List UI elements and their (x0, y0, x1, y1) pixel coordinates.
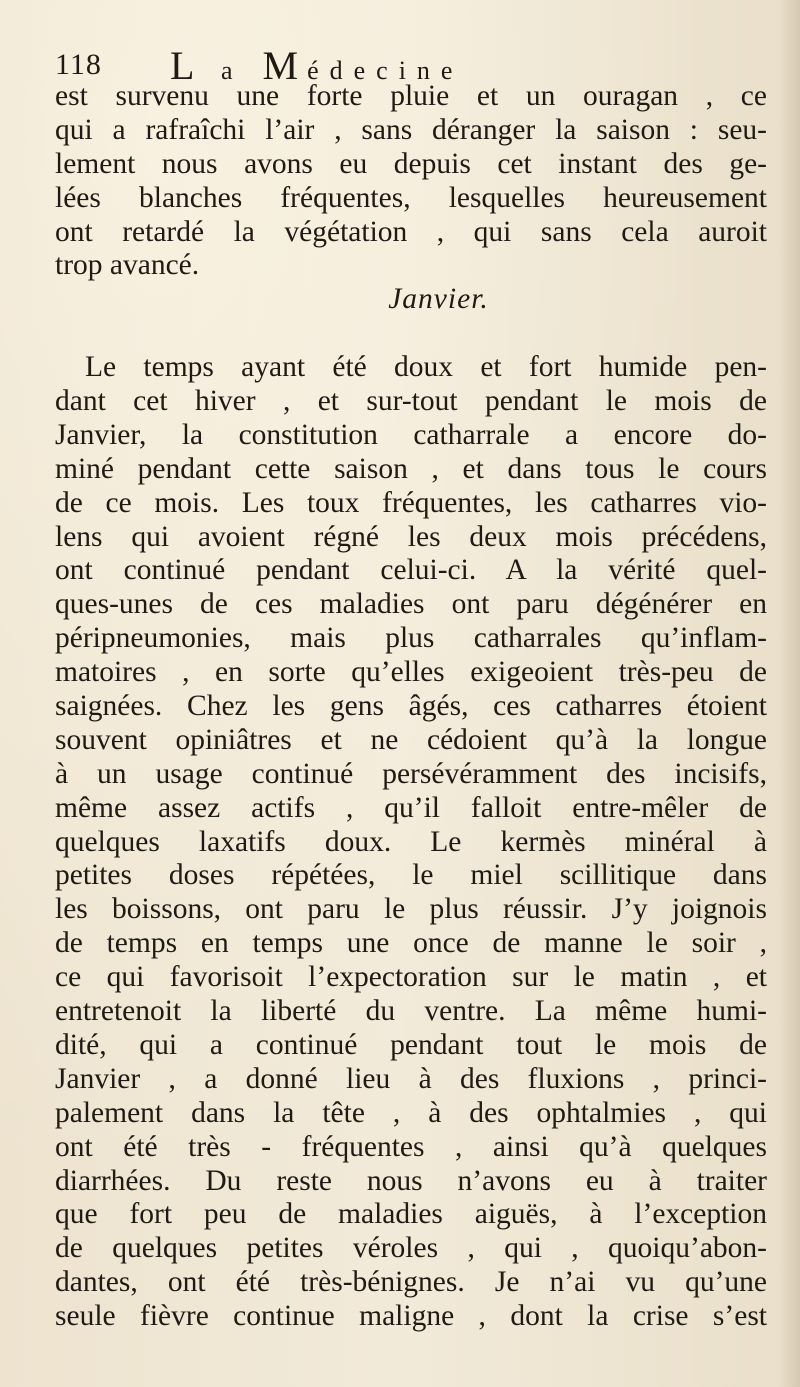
text-line: ques-unes de ces maladies ont paru dégénérer en (55, 588, 767, 621)
text-line: entretenoit la liberté du ventre. La même humi- (55, 995, 767, 1028)
text-line: Le temps ayant été doux et fort humide pen- (85, 351, 767, 384)
page-number: 118 (55, 48, 102, 81)
text-line: est survenu une forte pluie et un ouragan , ce (55, 80, 767, 112)
body-text (55, 80, 767, 1334)
page-edge-shadow (778, 0, 800, 1387)
text-line: quelques laxatifs doux. Le kermès minéral à (55, 825, 767, 858)
text-line: trop avancé. (55, 249, 200, 282)
text-line: à un usage continué persévéramment des incisifs, (55, 757, 767, 790)
text-line: dant cet hiver , et sur-tout pendant le mois de (55, 385, 767, 418)
text-line: lées blanches fréquentes, lesquelles heureusement (55, 181, 767, 214)
running-title-rest: édecine (307, 56, 464, 85)
text-line: petites doses répétées, le miel scillitique dans (55, 859, 767, 892)
text-line: matoires , en sorte qu’elles exigeoient très-peu de (55, 656, 767, 689)
text-line: de temps en temps une once de manne le soir , (55, 927, 767, 960)
text-line: même assez actifs , qu’il falloit entre-mêler de (55, 791, 767, 824)
text-line: Janvier , a donné lieu à des fluxions , princi- (55, 1062, 767, 1095)
text-line: les boissons, ont paru le plus réussir. J’y joignois (55, 893, 767, 926)
running-title-article: a (220, 56, 244, 85)
text-line: ce qui favorisoit l’expectoration sur le matin , et (55, 961, 767, 994)
text-line: de ce mois. Les toux fréquentes, les catharres vio- (55, 486, 767, 519)
text-line: seule fièvre continue maligne , dont la crise s’est (55, 1300, 767, 1333)
text-line: ont retardé la végétation , qui sans cela auroit (55, 215, 767, 248)
text-line: palement dans la tête , à des ophtalmies , qui (55, 1096, 767, 1129)
text-line: miné pendant cette saison , et dans tous le cours (55, 452, 767, 485)
text-line: que fort peu de maladies aiguës, à l’exception (55, 1198, 767, 1231)
text-line: Janvier, la constitution catharrale a encore do- (55, 418, 767, 451)
text-line: dité, qui a continué pendant tout le mois de (55, 1028, 767, 1061)
text-line: saignées. Chez les gens âgés, ces catharres étoient (55, 690, 767, 723)
text-line: ont continué pendant celui-ci. A la vérité quel- (55, 554, 767, 587)
text-line: de quelques petites véroles , qui , quoiqu’abon- (55, 1232, 767, 1265)
running-title-m: M (262, 43, 308, 88)
text-line: qui a rafraîchi l’air , sans déranger la saison : seu- (55, 113, 767, 146)
text-line: péripneumonies, mais plus catharrales qu’inflam- (55, 622, 767, 655)
section-spacer (55, 317, 767, 351)
text-line: diarrhées. Du reste nous n’avons eu à traiter (55, 1164, 767, 1197)
paragraph-2 (55, 351, 767, 1334)
text-line: lement nous avons eu depuis cet instant des ge- (55, 147, 767, 180)
section-heading: Janvier. (388, 283, 489, 316)
text-line: ont été très - fréquentes , ainsi qu’à quelques (55, 1130, 767, 1163)
running-title-initial: L (170, 43, 202, 88)
text-line: lens qui avoient régné les deux mois précédens, (55, 520, 767, 553)
text-line: dantes, ont été très-bénignes. Je n’ai vu qu’une (55, 1266, 767, 1299)
paragraph-1 (55, 80, 767, 283)
text-line: souvent opiniâtres et ne cédoient qu’à la longue (55, 723, 767, 756)
